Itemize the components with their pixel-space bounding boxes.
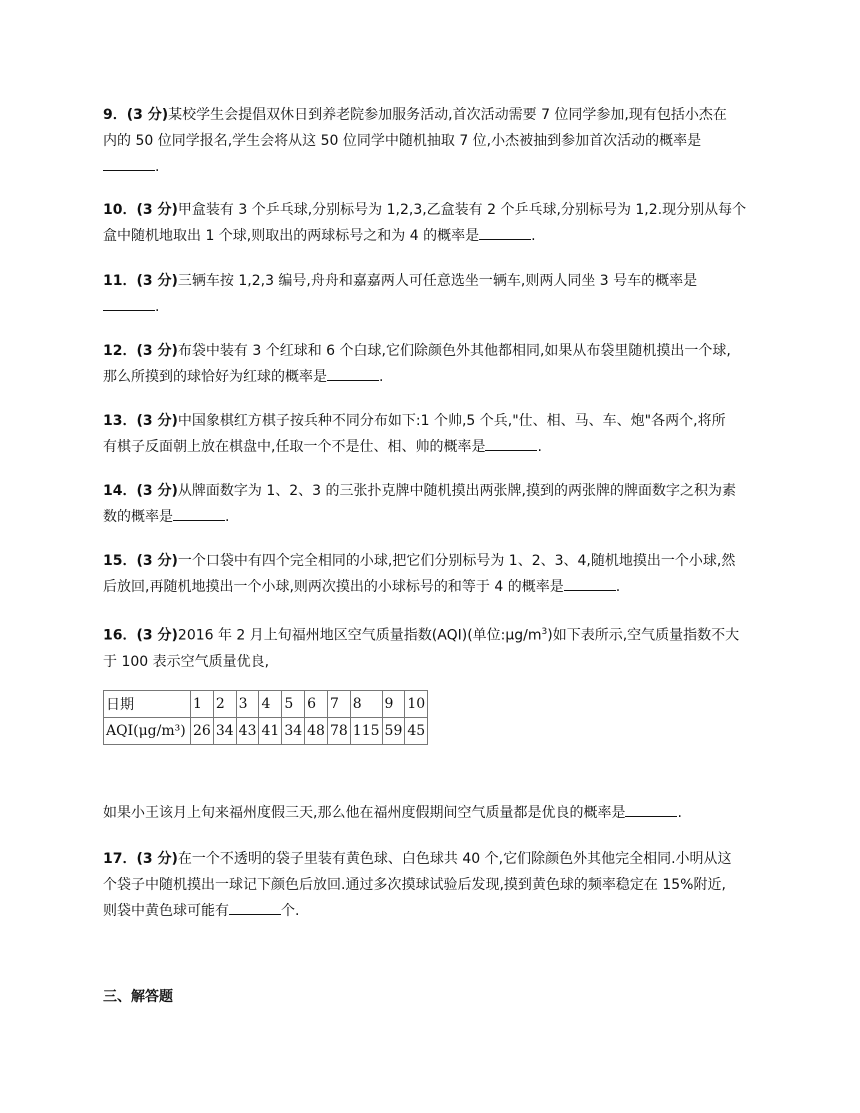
question-text: 个. [281, 903, 300, 919]
question-score: (3 分) [136, 413, 178, 429]
table-cell: 4 [259, 691, 282, 718]
answer-blank [479, 225, 531, 240]
question-13 [103, 408, 763, 460]
table-cell: 41 [259, 718, 282, 745]
question-text: 有棋子反面朝上放在棋盘中,任取一个不是仕、相、帅的概率是 [103, 439, 486, 455]
question-score: (3 分) [136, 553, 178, 569]
question-number: 17． [103, 851, 137, 867]
question-text: 中国象棋红方棋子按兵种不同分布如下:1 个帅,5 个兵,"仕、相、马、车、炮"各两个,将所 [177, 413, 726, 429]
table-cell: 48 [305, 718, 328, 745]
question-15 [103, 548, 763, 600]
table-cell: 2 [213, 691, 236, 718]
question-text: 某校学生会提倡双休日到养老院参加服务活动,首次活动需要 7 位同学参加,现有包括小杰在 [168, 107, 727, 123]
answer-blank [564, 576, 616, 591]
table-cell: 9 [382, 691, 405, 718]
question-17 [103, 846, 763, 924]
punctuation: . [615, 579, 621, 595]
table-cell: 8 [350, 691, 382, 718]
question-number: 9． [103, 107, 127, 123]
question-score: (3 分) [136, 202, 178, 218]
question-number: 13． [103, 413, 137, 429]
question-score: (3 分) [126, 107, 169, 123]
punctuation: . [537, 439, 542, 455]
answer-blank [625, 802, 677, 817]
superscript: 3 [541, 627, 548, 637]
question-12 [103, 338, 763, 390]
table-cell: 5 [282, 691, 305, 718]
question-text: 则袋中黄色球可能有 [103, 903, 229, 919]
answer-blank [173, 506, 225, 521]
row-header: 日期 [104, 691, 191, 718]
table-cell: 3 [236, 691, 259, 718]
punctuation: . [677, 805, 682, 821]
question-score: (3 分) [136, 273, 178, 289]
table-cell: 115 [350, 718, 382, 745]
question-number: 10． [103, 202, 137, 218]
question-text: 甲盒装有 3 个乒乓球,分别标号为 1,2,3,乙盒装有 2 个乒乓球,分别标号为 1,2.现分别从每个 [177, 202, 747, 218]
answer-blank [229, 900, 281, 915]
row-header: AQI(μg/m³) [104, 718, 191, 745]
punctuation: . [225, 509, 230, 525]
question-16-prompt [103, 800, 763, 826]
punctuation: . [531, 228, 536, 244]
table-cell: 26 [191, 718, 214, 745]
answer-blank [485, 436, 537, 451]
table-cell: 34 [213, 718, 236, 745]
section-heading: 三、解答题 [103, 989, 173, 1005]
question-text: )如下表所示,空气质量指数不大 [547, 627, 740, 644]
table-cell: 45 [405, 718, 428, 745]
question-text: 内的 50 位同学报名,学生会将从这 50 位同学中随机抽取 7 位,小杰被抽到参加首次活动的概率是 [103, 133, 702, 149]
question-score: (3 分) [136, 851, 178, 867]
question-text: 后放回,再随机地摸出一个小球,则两次摸出的小球标号的和等于 4 的概率是 [103, 579, 564, 595]
question-text: 布袋中装有 3 个红球和 6 个白球,它们除颜色外其他都相同,如果从布袋里随机摸出一个球, [177, 343, 731, 359]
punctuation: . [155, 299, 160, 315]
aqi-table [103, 690, 428, 745]
question-text: 那么所摸到的球恰好为红球的概率是 [103, 369, 327, 385]
question-text: 一个口袋中有四个完全相同的小球,把它们分别标号为 1、2、3、4,随机地摸出一个小球,然 [177, 553, 736, 569]
question-text: 在一个不透明的袋子里装有黄色球、白色球共 40 个,它们除颜色外其他完全相同.小明从这 [177, 851, 732, 867]
table-cell: 43 [236, 718, 259, 745]
table-row-dates [104, 691, 428, 718]
table-cell: 1 [191, 691, 214, 718]
question-10 [103, 197, 763, 249]
question-score: (3 分) [136, 627, 178, 644]
table-cell: 6 [305, 691, 328, 718]
question-score: (3 分) [136, 483, 178, 499]
punctuation: . [379, 369, 384, 385]
question-text: 个袋子中随机摸出一球记下颜色后放回.通过多次摸球试验后发现,摸到黄色球的频率稳定在 15%附近, [103, 877, 726, 893]
table-cell: 78 [327, 718, 350, 745]
question-16 [103, 619, 763, 675]
question-14 [103, 478, 763, 530]
table-cell: 34 [282, 718, 305, 745]
question-text: 数的概率是 [103, 509, 173, 525]
question-text: 从牌面数字为 1、2、3 的三张扑克牌中随机摸出两张牌,摸到的两张牌的牌面数字之积为素 [177, 483, 736, 499]
question-number: 11． [103, 273, 137, 289]
question-number: 15． [103, 553, 137, 569]
question-text: 三辆车按 1,2,3 编号,舟舟和嘉嘉两人可任意选坐一辆车,则两人同坐 3 号车的概率是 [177, 273, 698, 289]
question-number: 12． [103, 343, 137, 359]
question-text: 于 100 表示空气质量优良, [103, 653, 270, 670]
answer-blank [327, 366, 379, 381]
answer-blank [103, 156, 155, 171]
question-text: 2016 年 2 月上旬福州地区空气质量指数(AQI)(单位:μg/m [177, 627, 542, 644]
question-number: 14． [103, 483, 137, 499]
question-11 [103, 268, 763, 320]
punctuation: . [155, 159, 160, 175]
table-cell: 7 [327, 691, 350, 718]
table-row-aqi [104, 718, 428, 745]
table-cell: 59 [382, 718, 405, 745]
question-text: 如果小王该月上旬来福州度假三天,那么他在福州度假期间空气质量都是优良的概率是 [103, 805, 626, 821]
question-number: 16． [103, 627, 137, 644]
answer-blank [103, 296, 155, 311]
question-text: 盒中随机地取出 1 个球,则取出的两球标号之和为 4 的概率是 [103, 228, 480, 244]
question-9 [103, 102, 763, 180]
table-cell: 10 [405, 691, 428, 718]
question-score: (3 分) [136, 343, 178, 359]
